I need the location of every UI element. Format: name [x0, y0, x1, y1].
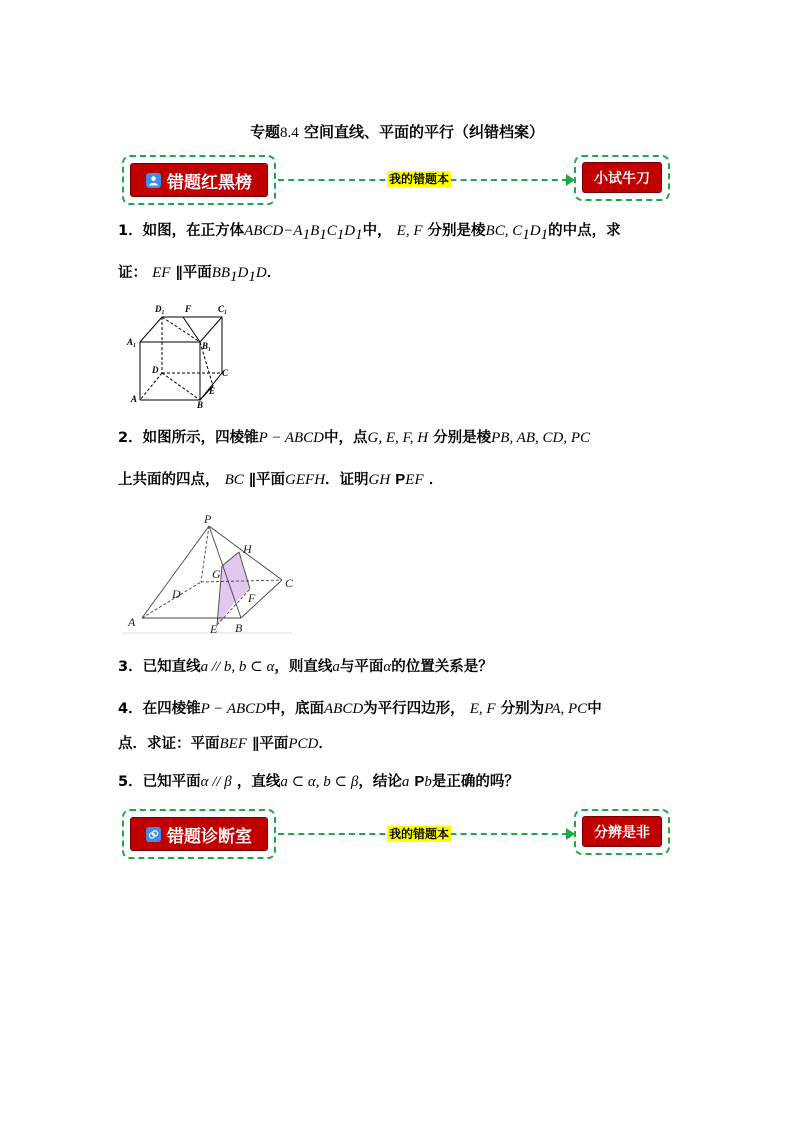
label-b: B [197, 400, 204, 410]
label-e: E [210, 622, 218, 636]
user-icon [146, 173, 161, 188]
label-d: D [172, 587, 181, 601]
cube-figure [125, 300, 240, 410]
question-4: 4．在四棱锥P − ABCD中，底面ABCD为平行四边形， E, F 分别为PA, PC中 [118, 701, 602, 717]
question-1-line2: 证： EF ∥平面$BB_1D_1D$． [118, 265, 282, 285]
label-c: C [222, 368, 229, 378]
title-number: 8.4 [280, 125, 299, 141]
label-d1: D₁ [155, 304, 165, 314]
banner-error-diagnosis [122, 809, 670, 859]
question-2-line2: 上共面的四点， BC ∥平面GEFH．证明GH PEF ． [118, 471, 444, 488]
true-false-button[interactable]: 分辨是非 [582, 816, 662, 847]
label-p: P [204, 512, 212, 526]
label-e: E [209, 386, 216, 396]
label-a1: A₁ [127, 337, 137, 347]
label-d: D [152, 365, 159, 375]
label-c1: C₁ [218, 304, 228, 314]
label-a: A [128, 615, 136, 629]
practice-button[interactable]: 小试牛刀 [582, 162, 662, 193]
question-1: 1．如图，在正方体$ABCD-A_1B_1C_1D_1$中， E, F 分别是棱BC, $C_1D_1$的中点，求 [118, 223, 621, 243]
label-b1: B₁ [202, 341, 212, 351]
question-2: 2．如图所示，四棱锥P − ABCD中，点G, E, F, H 分别是棱PB, AB, CD, PC [118, 430, 591, 446]
label-a: A [131, 394, 138, 404]
label-f: F [185, 304, 192, 314]
label-f: F [248, 591, 256, 605]
label-h: H [243, 542, 252, 556]
label-g: G [212, 567, 221, 581]
error-diagnosis-button[interactable]: 错题诊断室 [130, 817, 268, 851]
error-ranking-button[interactable]: 错题红黑榜 [130, 163, 268, 197]
link-icon [146, 827, 161, 842]
label-c: C [285, 576, 294, 590]
label-b: B [235, 621, 243, 635]
question-3: 3．已知直线a // b, b ⊂ α，则直线a与平面α的位置关系是？ [118, 659, 493, 675]
pyramid-figure [122, 512, 297, 637]
page-title: 专题8.4 空间直线、平面的平行（纠错档案） [249, 123, 544, 141]
question-4-line2: 点．求证：平面BEF ∥平面PCD． [118, 736, 333, 752]
note-label: 我的错题本 [389, 172, 450, 186]
note-label: 我的错题本 [389, 827, 450, 841]
banner-error-ranking [122, 155, 670, 205]
question-5: 5．已知平面α // β ，直线a ⊂ α, b ⊂ β，结论a Pb是正确的吗？ [118, 773, 519, 790]
